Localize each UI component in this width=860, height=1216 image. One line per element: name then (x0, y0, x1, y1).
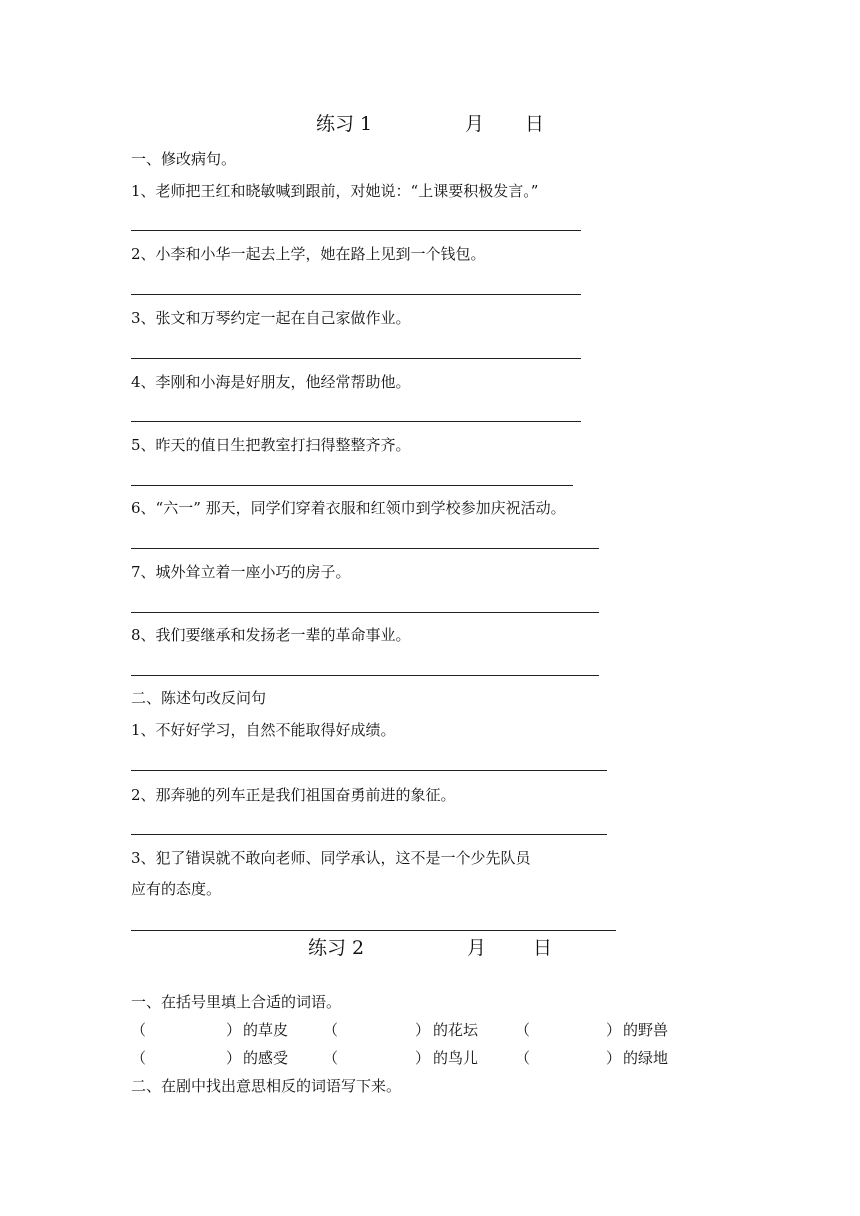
open-paren: （ (323, 1049, 339, 1067)
answer-line[interactable] (131, 230, 581, 231)
exercise-2-day: 日 (533, 937, 553, 959)
open-paren: （ (131, 1049, 147, 1067)
exercise-1-day: 日 (525, 113, 545, 135)
question-item: 6、“六一” 那天，同学们穿着衣服和红领巾到学校参加庆祝活动。 (131, 499, 566, 517)
fill-blank-suffix: 的花坛 (433, 1021, 479, 1039)
section-heading-fill-words: 一、在括号里填上合适的词语。 (131, 993, 342, 1011)
answer-line[interactable] (131, 834, 607, 835)
open-paren: （ (323, 1021, 339, 1039)
answer-line[interactable] (131, 930, 616, 931)
question-item: 4、李刚和小海是好朋友，他经常帮助他。 (131, 373, 411, 391)
section-heading-antonyms: 二、在剧中找出意思相反的词语写下来。 (131, 1077, 402, 1095)
exercise-2-title: 练习 2 (308, 937, 365, 959)
question-item: 2、小李和小华一起去上学，她在路上见到一个钱包。 (131, 245, 486, 263)
close-paren: ） (226, 1021, 242, 1039)
question-item-continuation: 应有的态度。 (131, 880, 222, 898)
question-item: 1、不好好学习，自然不能取得好成绩。 (131, 721, 396, 739)
open-paren: （ (131, 1021, 147, 1039)
close-paren: ） (226, 1049, 242, 1067)
exercise-1-month: 月 (465, 113, 485, 135)
answer-line[interactable] (131, 675, 599, 676)
fill-blank-suffix: 的感受 (243, 1049, 289, 1067)
fill-blank-suffix: 的草皮 (243, 1021, 289, 1039)
question-item: 7、城外耸立着一座小巧的房子。 (131, 563, 351, 581)
answer-line[interactable] (131, 485, 573, 486)
close-paren: ） (415, 1049, 431, 1067)
answer-line[interactable] (131, 294, 581, 295)
fill-blank-suffix: 的鸟儿 (433, 1049, 479, 1067)
answer-line[interactable] (131, 770, 607, 771)
exercise-2-month: 月 (467, 937, 487, 959)
close-paren: ） (606, 1049, 622, 1067)
exercise-1-title: 练习 1 (316, 113, 373, 135)
section-heading-rhetorical: 二、陈述句改反问句 (131, 689, 267, 707)
answer-line[interactable] (131, 358, 581, 359)
answer-line[interactable] (131, 421, 581, 422)
close-paren: ） (606, 1021, 622, 1039)
answer-line[interactable] (131, 612, 599, 613)
question-item: 1、老师把王红和晓敏喊到跟前，对她说：“上课要积极发言。” (131, 182, 539, 200)
question-item: 2、那奔驰的列车正是我们祖国奋勇前进的象征。 (131, 786, 456, 804)
close-paren: ） (415, 1021, 431, 1039)
open-paren: （ (515, 1021, 531, 1039)
fill-blank-suffix: 的野兽 (623, 1021, 669, 1039)
question-item: 3、犯了错误就不敢向老师、同学承认，这不是一个少先队员 (131, 849, 531, 867)
answer-line[interactable] (131, 548, 599, 549)
open-paren: （ (515, 1049, 531, 1067)
question-item: 3、张文和万琴约定一起在自己家做作业。 (131, 309, 411, 327)
question-item: 5、昨天的值日生把教室打扫得整整齐齐。 (131, 436, 411, 454)
fill-blank-suffix: 的绿地 (623, 1049, 669, 1067)
section-heading-fix-sentences: 一、修改病句。 (131, 150, 237, 168)
question-item: 8、我们要继承和发扬老一辈的革命事业。 (131, 626, 411, 644)
